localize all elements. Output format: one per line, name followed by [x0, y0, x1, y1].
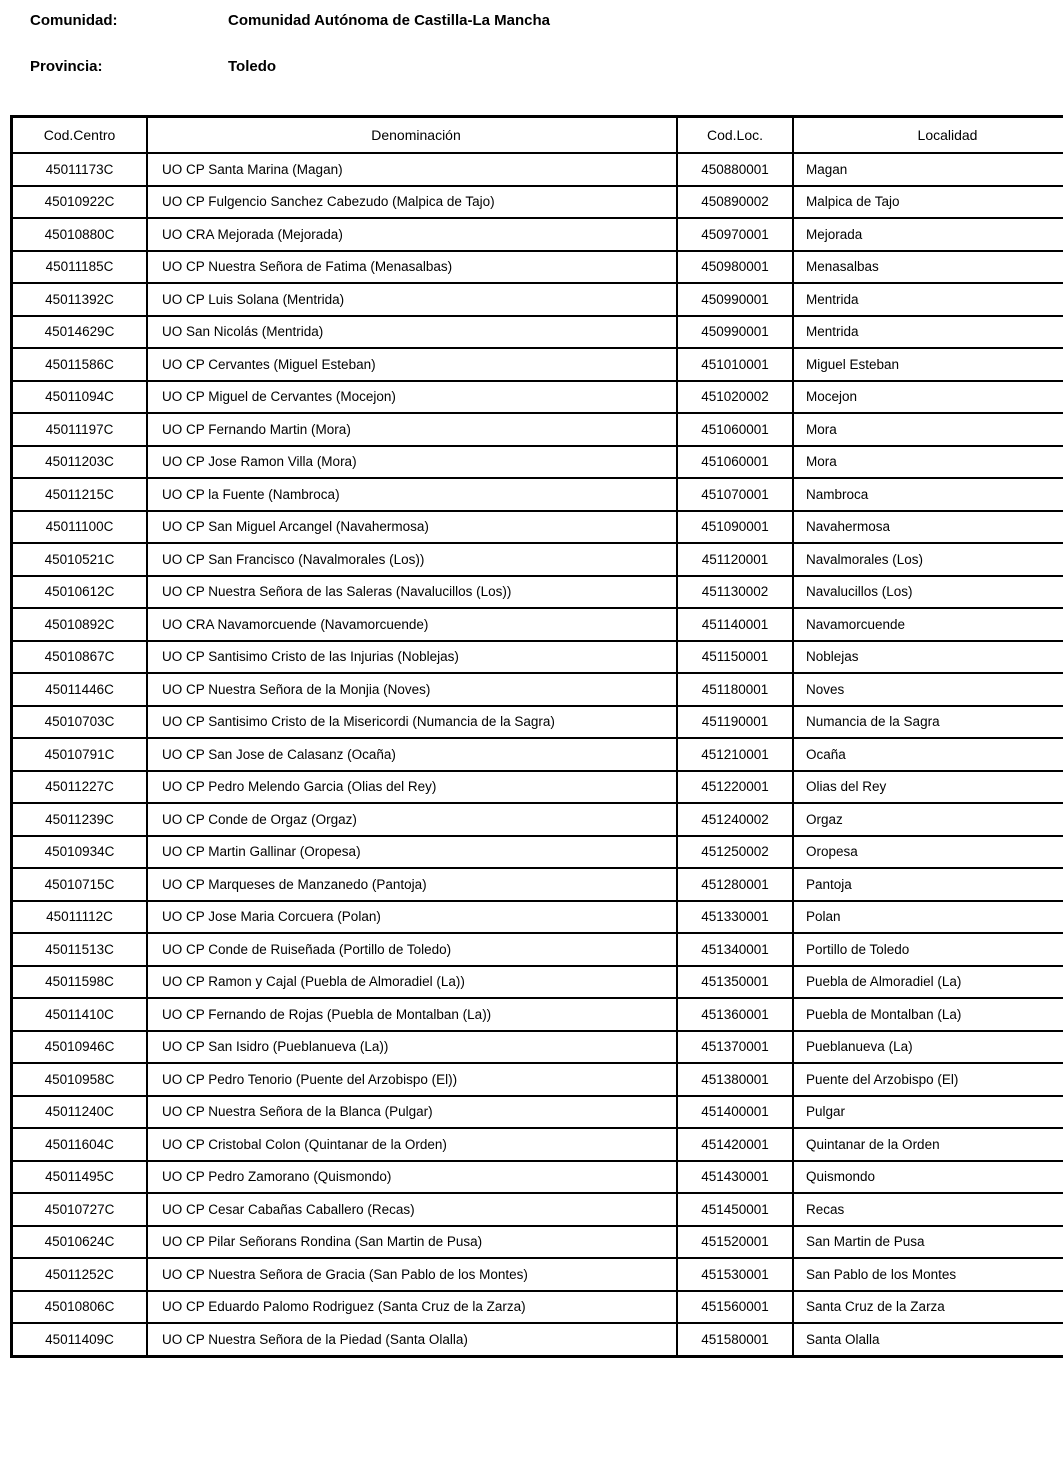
cell-cod-loc: 451400001 — [677, 1096, 793, 1129]
cell-localidad: Noves — [793, 673, 1063, 706]
column-header-cod-centro: Cod.Centro — [12, 117, 148, 154]
table-row — [12, 1291, 1063, 1324]
cell-cod-centro: 45010892C — [12, 608, 148, 641]
cell-denominacion: UO CP Pedro Melendo Garcia (Olias del Rey) — [147, 771, 677, 804]
cell-denominacion: UO CP San Jose de Calasanz (Ocaña) — [147, 738, 677, 771]
table-row — [12, 1031, 1063, 1064]
cell-localidad: Navalmorales (Los) — [793, 543, 1063, 576]
table-header-row — [12, 117, 1063, 154]
cell-denominacion: UO CP Fernando de Rojas (Puebla de Montalban (La)) — [147, 998, 677, 1031]
cell-cod-loc: 451240002 — [677, 803, 793, 836]
table-row — [12, 998, 1063, 1031]
cell-localidad: Pulgar — [793, 1096, 1063, 1129]
cell-cod-loc: 451060001 — [677, 413, 793, 446]
cell-denominacion: UO CP Nuestra Señora de la Monjia (Noves) — [147, 673, 677, 706]
cell-cod-loc: 451180001 — [677, 673, 793, 706]
cell-cod-loc: 451060001 — [677, 446, 793, 479]
cell-denominacion: UO CP Ramon y Cajal (Puebla de Almoradiel (La)) — [147, 966, 677, 999]
column-header-cod-loc: Cod.Loc. — [677, 117, 793, 154]
cell-localidad: Mora — [793, 413, 1063, 446]
table-row — [12, 413, 1063, 446]
cell-denominacion: UO CP Jose Maria Corcuera (Polan) — [147, 901, 677, 934]
cell-cod-loc: 451150001 — [677, 641, 793, 674]
table-row — [12, 511, 1063, 544]
table-row — [12, 771, 1063, 804]
table-row — [12, 186, 1063, 219]
cell-denominacion: UO CP Nuestra Señora de Fatima (Menasalbas) — [147, 251, 677, 284]
cell-cod-loc: 450890002 — [677, 186, 793, 219]
cell-denominacion: UO CP San Isidro (Pueblanueva (La)) — [147, 1031, 677, 1064]
cell-cod-centro: 45010958C — [12, 1063, 148, 1096]
cell-cod-centro: 45011203C — [12, 446, 148, 479]
cell-denominacion: UO CP Martin Gallinar (Oropesa) — [147, 836, 677, 869]
cell-denominacion: UO CP Santisimo Cristo de la Misericordi (Numancia de la Sagra) — [147, 706, 677, 739]
cell-cod-loc: 451430001 — [677, 1161, 793, 1194]
cell-cod-loc: 451530001 — [677, 1258, 793, 1291]
cell-cod-centro: 45010867C — [12, 641, 148, 674]
cell-cod-centro: 45011100C — [12, 511, 148, 544]
cell-cod-centro: 45014629C — [12, 316, 148, 349]
cell-cod-loc: 451520001 — [677, 1226, 793, 1259]
cell-denominacion: UO CP Cervantes (Miguel Esteban) — [147, 348, 677, 381]
cell-denominacion: UO CP Nuestra Señora de Gracia (San Pablo de los Montes) — [147, 1258, 677, 1291]
cell-localidad: Olias del Rey — [793, 771, 1063, 804]
centers-table — [10, 115, 1063, 1358]
cell-localidad: Mora — [793, 446, 1063, 479]
cell-denominacion: UO CP Nuestra Señora de la Blanca (Pulgar) — [147, 1096, 677, 1129]
cell-denominacion: UO CP Eduardo Palomo Rodriguez (Santa Cruz de la Zarza) — [147, 1291, 677, 1324]
cell-cod-centro: 45011392C — [12, 283, 148, 316]
cell-denominacion: UO CP Santa Marina (Magan) — [147, 153, 677, 186]
table-row — [12, 836, 1063, 869]
table-row — [12, 901, 1063, 934]
cell-localidad: Quintanar de la Orden — [793, 1128, 1063, 1161]
cell-localidad: Numancia de la Sagra — [793, 706, 1063, 739]
cell-cod-centro: 45011112C — [12, 901, 148, 934]
cell-cod-centro: 45011215C — [12, 478, 148, 511]
cell-cod-centro: 45011173C — [12, 153, 148, 186]
cell-denominacion: UO CP Miguel de Cervantes (Mocejon) — [147, 381, 677, 414]
cell-cod-loc: 451280001 — [677, 868, 793, 901]
cell-cod-loc: 451070001 — [677, 478, 793, 511]
cell-cod-loc: 451580001 — [677, 1323, 793, 1356]
cell-cod-centro: 45010922C — [12, 186, 148, 219]
cell-localidad: San Martin de Pusa — [793, 1226, 1063, 1259]
cell-cod-centro: 45011227C — [12, 771, 148, 804]
cell-cod-loc: 451120001 — [677, 543, 793, 576]
cell-localidad: Santa Olalla — [793, 1323, 1063, 1356]
column-header-localidad: Localidad — [793, 117, 1063, 154]
cell-denominacion: UO CP Conde de Orgaz (Orgaz) — [147, 803, 677, 836]
cell-cod-centro: 45011446C — [12, 673, 148, 706]
cell-denominacion: UO CP Nuestra Señora de la Piedad (Santa Olalla) — [147, 1323, 677, 1356]
table-row — [12, 153, 1063, 186]
table-row — [12, 1063, 1063, 1096]
cell-cod-loc: 451250002 — [677, 836, 793, 869]
cell-denominacion: UO CP Luis Solana (Mentrida) — [147, 283, 677, 316]
cell-localidad: Puebla de Montalban (La) — [793, 998, 1063, 1031]
cell-localidad: Mejorada — [793, 218, 1063, 251]
cell-localidad: Orgaz — [793, 803, 1063, 836]
cell-cod-centro: 45010703C — [12, 706, 148, 739]
cell-cod-centro: 45010624C — [12, 1226, 148, 1259]
cell-denominacion: UO CP Jose Ramon Villa (Mora) — [147, 446, 677, 479]
cell-denominacion: UO CP Cesar Cabañas Caballero (Recas) — [147, 1193, 677, 1226]
cell-localidad: Magan — [793, 153, 1063, 186]
cell-cod-loc: 451020002 — [677, 381, 793, 414]
cell-cod-centro: 45010934C — [12, 836, 148, 869]
cell-cod-loc: 450980001 — [677, 251, 793, 284]
cell-cod-loc: 451350001 — [677, 966, 793, 999]
cell-cod-loc: 451010001 — [677, 348, 793, 381]
cell-localidad: Portillo de Toledo — [793, 933, 1063, 966]
cell-localidad: Mentrida — [793, 316, 1063, 349]
table-row — [12, 543, 1063, 576]
province-label: Provincia: — [30, 58, 103, 75]
cell-localidad: Nambroca — [793, 478, 1063, 511]
table-row — [12, 803, 1063, 836]
table-row — [12, 1128, 1063, 1161]
cell-cod-centro: 45010946C — [12, 1031, 148, 1064]
cell-localidad: Menasalbas — [793, 251, 1063, 284]
table-row — [12, 1193, 1063, 1226]
table-row — [12, 283, 1063, 316]
cell-cod-centro: 45011197C — [12, 413, 148, 446]
table-row — [12, 673, 1063, 706]
cell-cod-loc: 450880001 — [677, 153, 793, 186]
cell-cod-centro: 45011598C — [12, 966, 148, 999]
cell-localidad: Santa Cruz de la Zarza — [793, 1291, 1063, 1324]
table-row — [12, 1323, 1063, 1356]
cell-cod-centro: 45010880C — [12, 218, 148, 251]
cell-denominacion: UO CP Fulgencio Sanchez Cabezudo (Malpica de Tajo) — [147, 186, 677, 219]
table-row — [12, 933, 1063, 966]
cell-cod-loc: 451340001 — [677, 933, 793, 966]
cell-localidad: Noblejas — [793, 641, 1063, 674]
table-row — [12, 1161, 1063, 1194]
cell-cod-loc: 451560001 — [677, 1291, 793, 1324]
cell-cod-centro: 45010806C — [12, 1291, 148, 1324]
cell-cod-centro: 45011239C — [12, 803, 148, 836]
cell-denominacion: UO San Nicolás (Mentrida) — [147, 316, 677, 349]
document-header — [30, 12, 1053, 104]
cell-cod-loc: 451370001 — [677, 1031, 793, 1064]
province-value: Toledo — [228, 58, 277, 75]
cell-cod-loc: 450990001 — [677, 316, 793, 349]
cell-cod-centro: 45011240C — [12, 1096, 148, 1129]
cell-denominacion: UO CRA Mejorada (Mejorada) — [147, 218, 677, 251]
table-row — [12, 966, 1063, 999]
cell-cod-loc: 451380001 — [677, 1063, 793, 1096]
cell-cod-loc: 451420001 — [677, 1128, 793, 1161]
community-value: Comunidad Autónoma de Castilla-La Mancha — [228, 12, 550, 29]
cell-localidad: Oropesa — [793, 836, 1063, 869]
cell-localidad: Puebla de Almoradiel (La) — [793, 966, 1063, 999]
cell-denominacion: UO CP San Miguel Arcangel (Navahermosa) — [147, 511, 677, 544]
cell-localidad: Navahermosa — [793, 511, 1063, 544]
table-row — [12, 641, 1063, 674]
cell-localidad: Pueblanueva (La) — [793, 1031, 1063, 1064]
table-row — [12, 251, 1063, 284]
cell-denominacion: UO CRA Navamorcuende (Navamorcuende) — [147, 608, 677, 641]
cell-denominacion: UO CP Cristobal Colon (Quintanar de la Orden) — [147, 1128, 677, 1161]
cell-localidad: Recas — [793, 1193, 1063, 1226]
table-row — [12, 1096, 1063, 1129]
cell-localidad: Quismondo — [793, 1161, 1063, 1194]
table-row — [12, 1258, 1063, 1291]
cell-cod-centro: 45011495C — [12, 1161, 148, 1194]
table-row — [12, 1226, 1063, 1259]
cell-cod-centro: 45010727C — [12, 1193, 148, 1226]
table-row — [12, 446, 1063, 479]
community-label: Comunidad: — [30, 12, 118, 29]
cell-denominacion: UO CP Pilar Señorans Rondina (San Martin de Pusa) — [147, 1226, 677, 1259]
cell-denominacion: UO CP Conde de Ruiseñada (Portillo de Toledo) — [147, 933, 677, 966]
cell-localidad: Mocejon — [793, 381, 1063, 414]
table-row — [12, 608, 1063, 641]
community-line — [30, 12, 1053, 30]
cell-cod-centro: 45010612C — [12, 576, 148, 609]
cell-cod-centro: 45010521C — [12, 543, 148, 576]
table-row — [12, 868, 1063, 901]
cell-cod-centro: 45011094C — [12, 381, 148, 414]
cell-localidad: San Pablo de los Montes — [793, 1258, 1063, 1291]
cell-denominacion: UO CP Pedro Tenorio (Puente del Arzobispo (El)) — [147, 1063, 677, 1096]
cell-localidad: Pantoja — [793, 868, 1063, 901]
cell-denominacion: UO CP Pedro Zamorano (Quismondo) — [147, 1161, 677, 1194]
cell-localidad: Miguel Esteban — [793, 348, 1063, 381]
table-row — [12, 348, 1063, 381]
cell-cod-centro: 45010715C — [12, 868, 148, 901]
table-row — [12, 738, 1063, 771]
cell-cod-centro: 45011185C — [12, 251, 148, 284]
table-row — [12, 218, 1063, 251]
cell-cod-loc: 451140001 — [677, 608, 793, 641]
cell-localidad: Puente del Arzobispo (El) — [793, 1063, 1063, 1096]
cell-cod-loc: 451190001 — [677, 706, 793, 739]
table-row — [12, 381, 1063, 414]
cell-cod-centro: 45011604C — [12, 1128, 148, 1161]
cell-cod-centro: 45011410C — [12, 998, 148, 1031]
cell-cod-loc: 451210001 — [677, 738, 793, 771]
cell-denominacion: UO CP San Francisco (Navalmorales (Los)) — [147, 543, 677, 576]
cell-cod-centro: 45011513C — [12, 933, 148, 966]
cell-cod-loc: 450990001 — [677, 283, 793, 316]
cell-cod-loc: 451090001 — [677, 511, 793, 544]
cell-cod-loc: 450970001 — [677, 218, 793, 251]
cell-denominacion: UO CP Nuestra Señora de las Saleras (Navalucillos (Los)) — [147, 576, 677, 609]
cell-localidad: Malpica de Tajo — [793, 186, 1063, 219]
column-header-denominacion: Denominación — [147, 117, 677, 154]
cell-localidad: Navamorcuende — [793, 608, 1063, 641]
cell-cod-loc: 451330001 — [677, 901, 793, 934]
table-header — [12, 117, 1063, 154]
cell-cod-loc: 451220001 — [677, 771, 793, 804]
cell-cod-centro: 45010791C — [12, 738, 148, 771]
cell-cod-centro: 45011586C — [12, 348, 148, 381]
cell-cod-loc: 451130002 — [677, 576, 793, 609]
table-row — [12, 576, 1063, 609]
cell-localidad: Polan — [793, 901, 1063, 934]
cell-cod-loc: 451360001 — [677, 998, 793, 1031]
cell-denominacion: UO CP Santisimo Cristo de las Injurias (Noblejas) — [147, 641, 677, 674]
cell-cod-loc: 451450001 — [677, 1193, 793, 1226]
cell-localidad: Ocaña — [793, 738, 1063, 771]
table-body — [12, 153, 1063, 1356]
cell-denominacion: UO CP Fernando Martin (Mora) — [147, 413, 677, 446]
cell-denominacion: UO CP la Fuente (Nambroca) — [147, 478, 677, 511]
cell-localidad: Navalucillos (Los) — [793, 576, 1063, 609]
table-row — [12, 478, 1063, 511]
province-line — [30, 58, 1053, 76]
cell-localidad: Mentrida — [793, 283, 1063, 316]
table-row — [12, 316, 1063, 349]
cell-cod-centro: 45011409C — [12, 1323, 148, 1356]
table-row — [12, 706, 1063, 739]
cell-cod-centro: 45011252C — [12, 1258, 148, 1291]
cell-denominacion: UO CP Marqueses de Manzanedo (Pantoja) — [147, 868, 677, 901]
